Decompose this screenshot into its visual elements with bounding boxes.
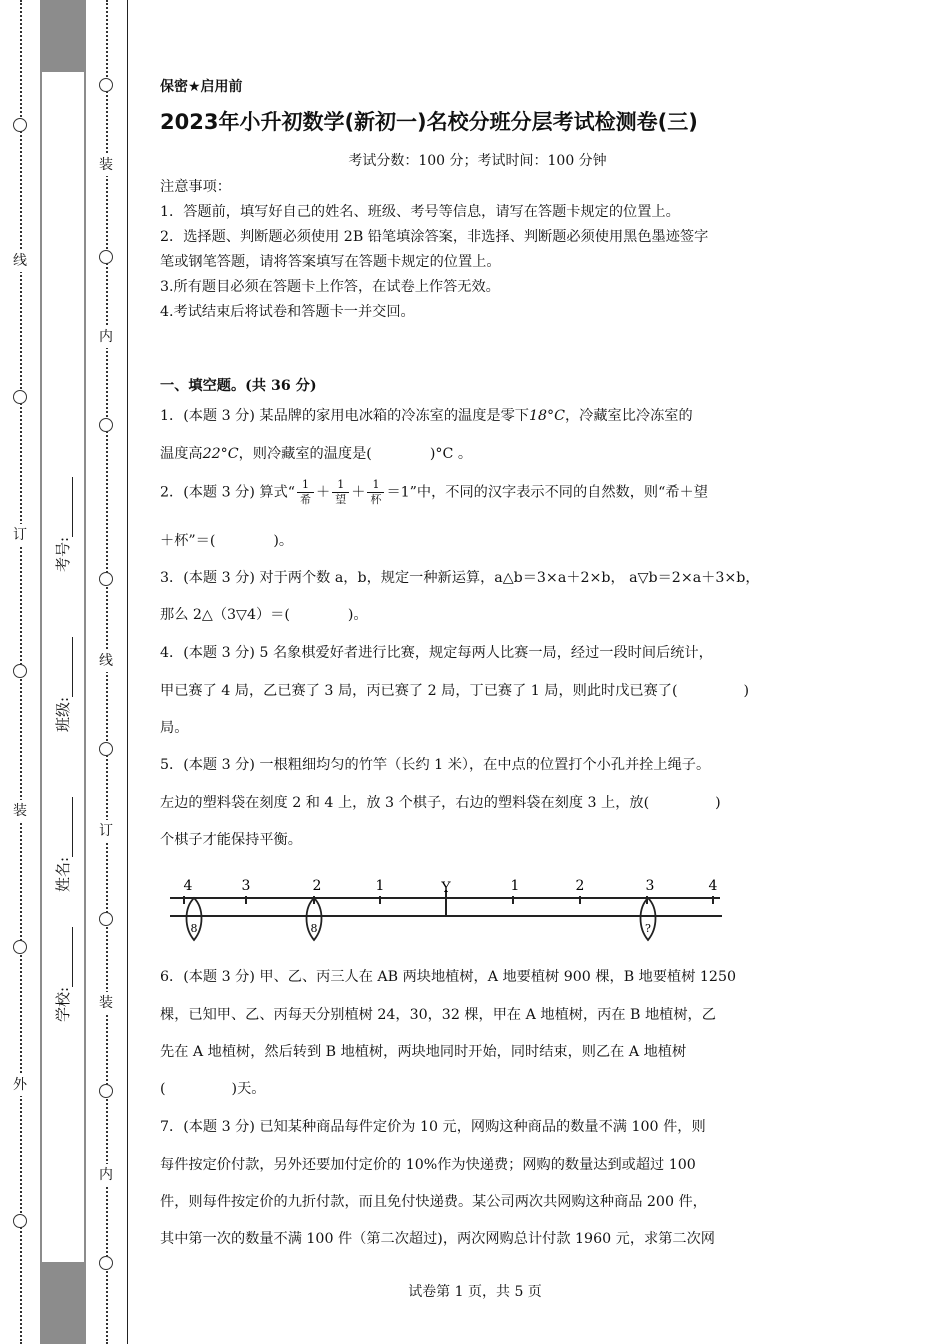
inner-mark-zhuang-2: 装	[94, 992, 118, 1014]
exam-no-field	[52, 477, 73, 572]
outer-circle-4	[13, 940, 27, 954]
class-label: 班级:	[54, 696, 72, 732]
question-4-line-2	[160, 680, 749, 700]
q5-text-2: )	[715, 795, 721, 811]
binding-divider	[127, 0, 128, 1344]
question-6-line-2: 棵，已知甲、乙、丙每天分别植树 24，30，32 棵，甲在 A 地植树，丙在 B 地植树，乙	[160, 1007, 716, 1023]
label-r3: 3	[645, 878, 655, 894]
section-heading: 一、填空题。(共 36 分)	[160, 378, 317, 394]
class-blank[interactable]	[58, 637, 73, 697]
notice-item-1: 1．答题前，填写好自己的姓名、班级、考号等信息，请写在答题卡规定的位置上。	[160, 204, 680, 220]
q3-text-1: 那么 2△（3▽4）＝(	[160, 607, 290, 623]
notice-heading: 注意事项：	[160, 179, 231, 195]
question-3-line-1: 3．(本题 3 分) 对于两个数 a，b，规定一种新运算，a△b＝3×a＋2×b， a▽b＝2×a＋3×b，	[160, 570, 760, 586]
inner-mark-nei: 内	[94, 326, 118, 348]
fraction-2-den: 望	[335, 493, 347, 506]
q1-text-2: ，冷藏室比冷冻室的	[564, 408, 693, 424]
bag-left-1-label: 8	[190, 922, 198, 935]
inner-circle-8	[99, 1256, 113, 1270]
q2-text-2: 中，不同的汉字表示不同的自然数，则“希＋望	[416, 484, 708, 501]
label-l2: 2	[312, 878, 322, 894]
outer-circle-3	[13, 664, 27, 678]
inner-circle-5	[99, 742, 113, 756]
question-5-line-2	[160, 792, 721, 812]
binding-outer-strip	[0, 0, 40, 1344]
fraction-1	[297, 478, 314, 507]
inner-mark-nei-2: 内	[94, 1164, 118, 1186]
question-6-line-3: 先在 A 地植树，然后转到 B 地植树，两块地同时开始，同时结束，则乙在 A 地植树	[160, 1044, 687, 1060]
inner-circle-2	[99, 250, 113, 264]
q2-plus-1: ＋	[316, 484, 331, 501]
page-footer: 试卷第 1 页，共 5 页	[408, 1284, 542, 1300]
outer-circle-1	[13, 118, 27, 132]
school-blank[interactable]	[58, 927, 73, 987]
inner-mark-zhuang: 装	[94, 154, 118, 176]
question-3-line-2	[160, 604, 368, 624]
question-1-line-2	[160, 443, 472, 463]
name-field	[52, 797, 73, 892]
name-blank[interactable]	[58, 797, 73, 857]
inner-mark-xian: 线	[94, 650, 118, 672]
label-r4: 4	[708, 878, 718, 894]
label-l1: 1	[375, 878, 385, 894]
question-1-line-1	[160, 405, 693, 425]
inner-circle-4	[99, 572, 113, 586]
question-7-line-4: 其中第一次的数量不满 100 件（第二次超过)，两次网购总计付款 1960 元，求第二次网	[160, 1231, 715, 1247]
outer-mark-zhuang: 装	[8, 800, 32, 822]
exam-no-label: 考号:	[54, 536, 72, 572]
fraction-3-den: 杯	[370, 493, 382, 506]
school-field	[52, 927, 73, 1022]
q2-text-3: ＋杯”＝(	[160, 533, 216, 549]
question-6-line-1: 6．(本题 3 分) 甲、乙、丙三人在 AB 两块地植树，A 地要植树 900 棵，B 地要植树 1250	[160, 969, 737, 985]
balance-diagram	[170, 868, 730, 948]
outer-circle-2	[13, 390, 27, 404]
question-2-line-2	[160, 530, 293, 550]
question-6-line-4	[160, 1078, 265, 1098]
q1-text-3: 温度高	[160, 446, 203, 462]
label-l4: 4	[183, 878, 193, 894]
q1-text-4: ，则冷藏室的温度是(	[238, 446, 372, 462]
q4-text-1: 甲已赛了 4 局，乙已赛了 3 局，丙已赛了 2 局，丁已赛了 1 局，则此时戊已赛了(	[160, 683, 678, 699]
outer-circle-5	[13, 1214, 27, 1228]
q2-text-1: 2．(本题 3 分) 算式“	[160, 484, 296, 501]
fraction-3	[367, 478, 384, 507]
q3-text-2: )。	[347, 607, 368, 623]
q1-temp-1: 18°C	[528, 408, 565, 424]
q2-eq: ＝1”	[386, 484, 417, 501]
pivot-label: Y	[441, 880, 451, 896]
fraction-2-num: 1	[332, 478, 349, 493]
question-7-line-1: 7．(本题 3 分) 已知某种商品每件定价为 10 元，网购这种商品的数量不满 100 件，则	[160, 1119, 706, 1135]
notice-item-2: 2．选择题、判断题必须使用 2B 铅笔填涂答案，非选择、判断题必须使用黑色墨迹签字	[160, 229, 709, 245]
question-4-line-3: 局。	[160, 720, 189, 736]
question-4-line-1: 4．(本题 3 分) 5 名象棋爱好者进行比赛，规定每两人比赛一局，经过一段时间后统计，	[160, 645, 713, 661]
q1-text-5: )°C 。	[429, 446, 473, 462]
inner-dotted-line	[106, 0, 108, 1344]
notice-item-4: 4.考试结束后将试卷和答题卡一并交回。	[160, 304, 415, 320]
confidential-label: 保密★启用前	[160, 79, 243, 95]
label-r2: 2	[575, 878, 585, 894]
label-l3: 3	[241, 878, 251, 894]
fraction-2	[332, 478, 349, 507]
inner-mark-ding: 订	[94, 820, 118, 842]
q5-text-1: 左边的塑料袋在刻度 2 和 4 上，放 3 个棋子，右边的塑料袋在刻度 3 上，放(	[160, 795, 650, 811]
bag-right-label: ?	[645, 922, 651, 935]
question-2-line-1	[160, 478, 708, 507]
school-label: 学校:	[54, 986, 72, 1022]
question-7-line-2: 每件按定价付款，另外还要加付定价的 10%作为快递费；网购的数量达到或超过 100	[160, 1157, 696, 1173]
page-title: 2023年小升初数学(新初一)名校分班分层考试检测卷(三)	[160, 110, 698, 134]
outer-mark-wai: 外	[8, 1074, 32, 1096]
name-label: 姓名:	[54, 856, 72, 892]
outer-mark-xian: 线	[8, 250, 32, 272]
inner-circle-6	[99, 912, 113, 926]
exam-no-blank[interactable]	[58, 477, 73, 537]
question-5-line-3: 个棋子才能保持平衡。	[160, 832, 302, 848]
notice-item-3: 3.所有题目必须在答题卡上作答，在试卷上作答无效。	[160, 279, 500, 295]
binding-inner-strip	[86, 0, 128, 1344]
bag-left-2-label: 8	[310, 922, 318, 935]
fraction-1-den: 希	[300, 493, 312, 506]
q6-text-1: (	[160, 1081, 166, 1097]
label-r1: 1	[510, 878, 520, 894]
q2-plus-2: ＋	[351, 484, 366, 501]
exam-info: 考试分数：100 分；考试时间：100 分钟	[348, 153, 607, 169]
notice-item-2-cont: 笔或钢笔答题，请将答案填写在答题卡规定的位置上。	[160, 254, 501, 270]
q1-text-1: 1．(本题 3 分) 某品牌的家用电冰箱的冷冻室的温度是零下	[160, 408, 529, 424]
q6-text-2: )天。	[231, 1081, 266, 1097]
fraction-1-num: 1	[297, 478, 314, 493]
class-field	[52, 637, 73, 732]
outer-mark-ding: 订	[8, 524, 32, 546]
q2-text-4: )。	[273, 533, 294, 549]
inner-circle-7	[99, 1084, 113, 1098]
student-info-area	[42, 72, 84, 1262]
inner-circle-1	[99, 78, 113, 92]
q1-temp-2: 22°C	[202, 446, 239, 462]
question-7-line-3: 件，则每件按定价的九折付款，而且免付快递费。某公司两次共网购这种商品 200 件，	[160, 1194, 707, 1210]
inner-circle-3	[99, 418, 113, 432]
q4-text-2: )	[743, 683, 750, 699]
question-5-line-1: 5．(本题 3 分) 一根粗细均匀的竹竿（长约 1 米），在中点的位置打个小孔并拴上绳子。	[160, 757, 711, 773]
fraction-3-num: 1	[367, 478, 384, 493]
